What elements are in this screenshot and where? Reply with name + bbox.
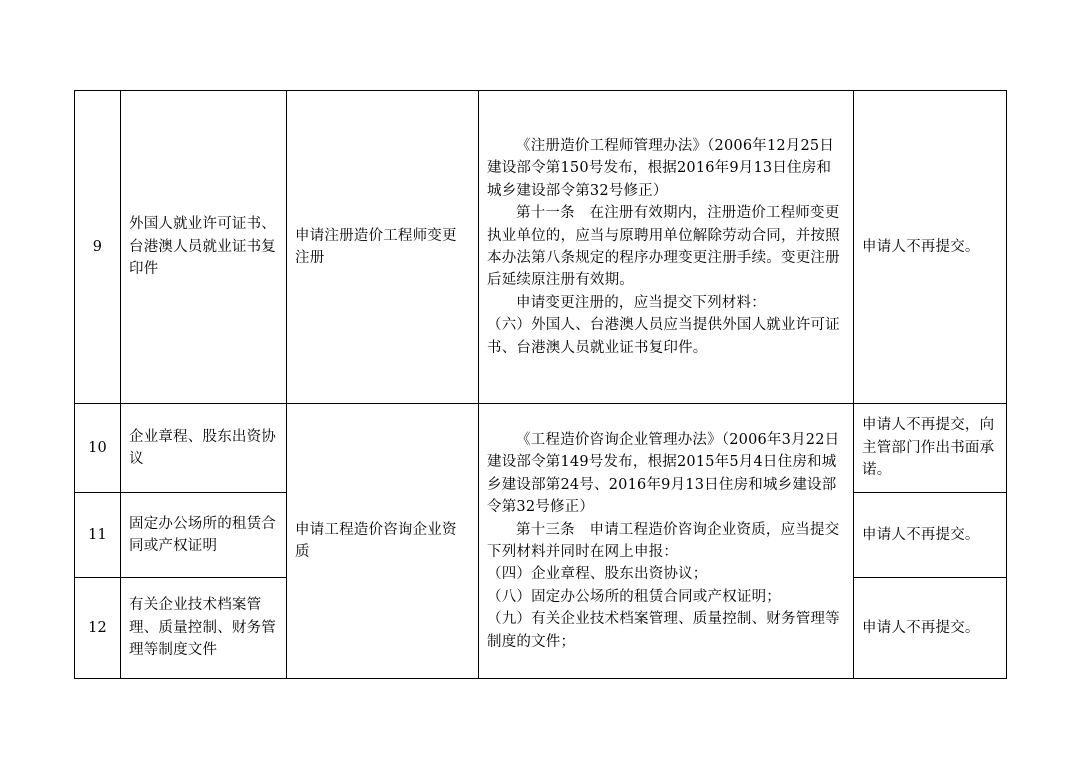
- application-item: 申请工程造价咨询企业资质: [287, 404, 479, 679]
- table-row: [75, 91, 1007, 404]
- material-name: 外国人就业许可证书、台港澳人员就业证书复印件: [121, 91, 287, 404]
- basis-paragraph: （八）固定办公场所的租赁合同或产权证明；: [487, 588, 781, 605]
- basis-paragraph: 《注册造价工程师管理办法》（2006年12月25日建设部令第150号发布，根据2016年9月13日住房和城乡建设部令第32号修正）: [487, 137, 835, 199]
- material-name: 有关企业技术档案管理、质量控制、财务管理等制度文件: [121, 578, 287, 679]
- remark: 申请人不再提交。: [854, 493, 1007, 578]
- material-name: 固定办公场所的租赁合同或产权证明: [121, 493, 287, 578]
- basis-paragraph: 《工程造价咨询企业管理办法》（2006年3月22日建设部令第149号发布，根据2015年5月4日住房和城乡建设部第24号、2016年9月13日住房和城乡建设部令第32号修正）: [487, 431, 840, 516]
- legal-basis: [479, 91, 854, 404]
- remark: 申请人不再提交。: [854, 578, 1007, 679]
- table-container: [74, 90, 1006, 679]
- row-number: 12: [75, 578, 121, 679]
- row-number: 9: [75, 91, 121, 404]
- basis-paragraph: （四）企业章程、股东出资协议；: [487, 566, 708, 583]
- application-item: 申请注册造价工程师变更注册: [287, 91, 479, 404]
- basis-paragraph: 第十一条 在注册有效期内，注册造价工程师变更执业单位的，应当与原聘用单位解除劳动合同，并按照本办法第八条规定的程序办理变更注册手续。变更注册后延续原注册有效期。: [487, 205, 840, 289]
- basis-paragraph: 第十三条 申请工程造价咨询企业资质，应当提交下列材料并同时在网上申报：: [487, 521, 840, 560]
- remark: 申请人不再提交。: [854, 91, 1007, 404]
- material-name: 企业章程、股东出资协议: [121, 404, 287, 493]
- requirements-table: [74, 90, 1007, 679]
- legal-basis: [479, 404, 854, 679]
- row-number: 11: [75, 493, 121, 578]
- remark: 申请人不再提交，向主管部门作出书面承诺。: [854, 404, 1007, 493]
- basis-paragraph: （六）外国人、台港澳人员应当提供外国人就业许可证书、台港澳人员就业证书复印件。: [487, 317, 840, 356]
- basis-paragraph: （九）有关企业技术档案管理、质量控制、财务管理等制度的文件；: [487, 611, 840, 650]
- basis-paragraph: 申请变更注册的，应当提交下列材料：: [516, 294, 766, 311]
- table-row: [75, 404, 1007, 493]
- row-number: 10: [75, 404, 121, 493]
